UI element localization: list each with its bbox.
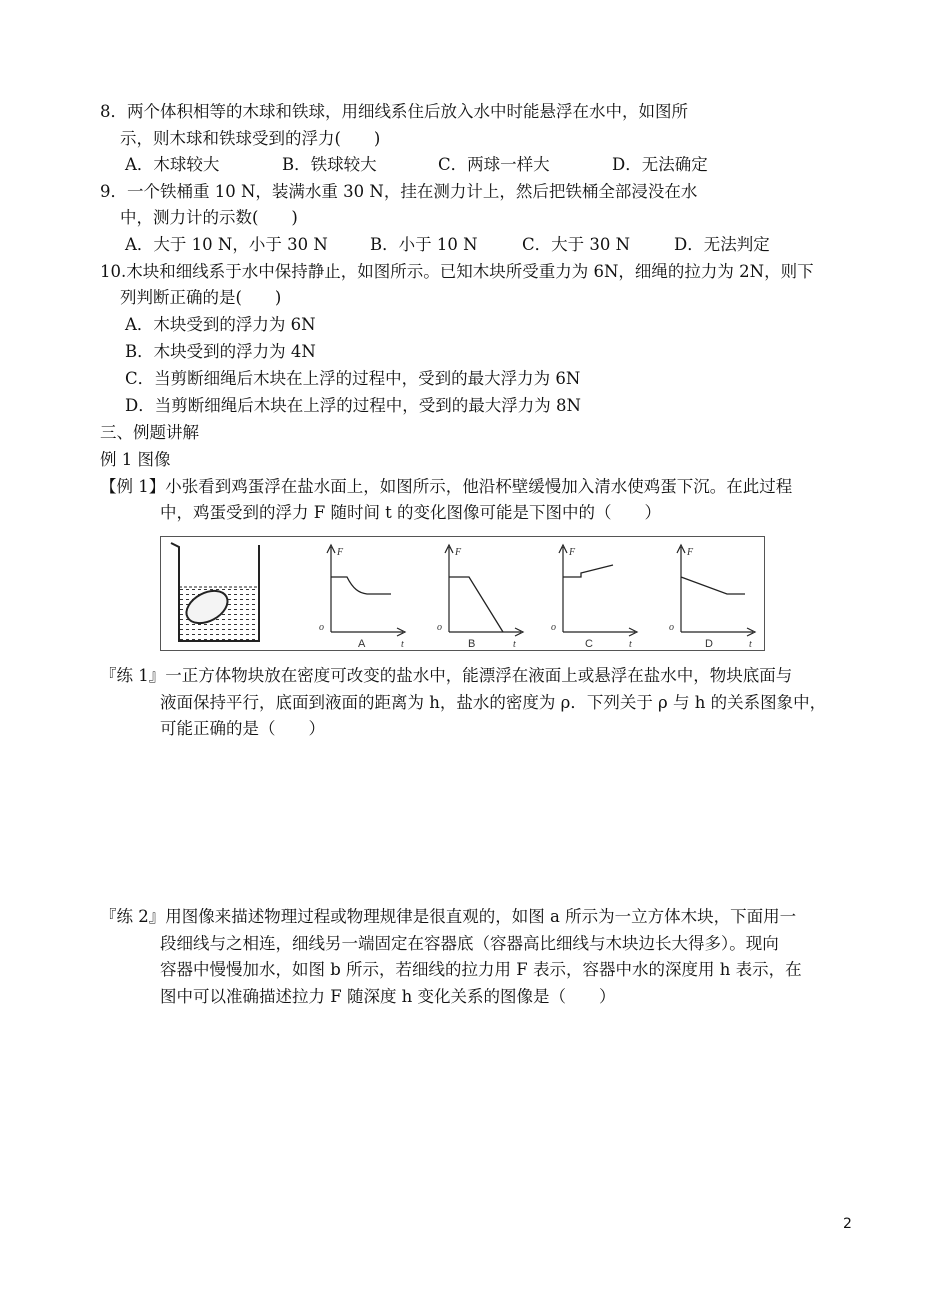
example-heading: 例 1 图像 — [100, 450, 171, 469]
graph-b-label: B — [468, 638, 476, 650]
section-title: 三、例题讲解 — [100, 423, 199, 442]
q8-stem-line2: 示，则木球和铁球受到的浮力( ) — [120, 129, 381, 148]
example1-line2: 中，鸡蛋受到的浮力 F 随时间 t 的变化图像可能是下图中的（ ） — [160, 503, 662, 522]
graph-a-label: A — [358, 638, 366, 650]
graph-d-f-label: F — [687, 547, 694, 558]
graph-d-t-label: t — [749, 639, 752, 650]
graph-a — [319, 545, 405, 650]
practice2-line4: 图中可以准确描述拉力 F 随深度 h 变化关系的图像是（ ） — [160, 987, 616, 1006]
example1-figure — [160, 536, 765, 651]
graph-b-f-label: F — [455, 547, 462, 558]
q10-stem-line1: 10.木块和细线系于水中保持静止，如图所示。已知木块所受重力为 6N，细绳的拉力为 2N，则下 — [100, 262, 814, 281]
q9-stem-line2: 中，测力计的示数( ) — [120, 208, 298, 227]
graph-a-origin: o — [319, 622, 324, 633]
q9-option-c: C．大于 30 N — [522, 235, 631, 254]
q10-option-b: B．木块受到的浮力为 4N — [125, 342, 316, 361]
q9-option-a: A．大于 10 N，小于 30 N — [125, 235, 328, 254]
practice2-line2: 段细线与之相连，细线另一端固定在容器底（容器高比细线与木块边长大得多）。现向 — [160, 934, 779, 953]
graph-d — [669, 545, 755, 650]
q10-option-a: A．木块受到的浮力为 6N — [125, 315, 316, 334]
q8-option-b: B．铁球较大 — [282, 155, 377, 174]
q8-option-c: C．两球一样大 — [438, 155, 550, 174]
graph-a-f-label: F — [337, 547, 344, 558]
graph-c-t-label: t — [629, 639, 632, 650]
graph-a-t-label: t — [401, 639, 404, 650]
example1-line1: 【例 1】小张看到鸡蛋浮在盐水面上，如图所示，他沿杯壁缓慢加入清水使鸡蛋下沉。在此过程 — [100, 477, 793, 496]
graph-c-f-label: F — [569, 547, 576, 558]
q10-option-c: C．当剪断细绳后木块在上浮的过程中，受到的最大浮力为 6N — [125, 369, 581, 388]
q10-option-d: D．当剪断细绳后木块在上浮的过程中，受到的最大浮力为 8N — [125, 396, 581, 415]
graph-c — [551, 545, 637, 650]
q10-stem-line2: 列判断正确的是( ) — [120, 288, 282, 307]
q8-option-a: A．木球较大 — [125, 155, 220, 174]
practice2-line3: 容器中慢慢加水，如图 b 所示，若细线的拉力用 F 表示，容器中水的深度用 h 表示，在 — [160, 960, 802, 979]
q9-stem-line1: 9．一个铁桶重 10 N，装满水重 30 N，挂在测力计上，然后把铁桶全部浸没在水 — [100, 182, 698, 201]
q8-stem-line1: 8．两个体积相等的木球和铁球，用细线系住后放入水中时能悬浮在水中，如图所 — [100, 102, 688, 121]
q9-option-b: B．小于 10 N — [370, 235, 478, 254]
graph-c-label: C — [585, 638, 593, 650]
q8-option-d: D．无法确定 — [612, 155, 708, 174]
graph-d-label: D — [705, 638, 713, 650]
practice1-line3: 可能正确的是（ ） — [160, 719, 325, 738]
beaker-illustration — [171, 543, 259, 642]
graph-b-origin: o — [437, 622, 442, 633]
figure-svg — [161, 537, 766, 652]
practice1-line1: 『练 1』一正方体物块放在密度可改变的盐水中，能漂浮在液面上或悬浮在盐水中，物块底面与 — [100, 666, 793, 685]
q9-option-d: D．无法判定 — [674, 235, 770, 254]
graph-d-origin: o — [669, 622, 674, 633]
practice2-line1: 『练 2』用图像来描述物理过程或物理规律是很直观的，如图 a 所示为一立方体木块，下面用一 — [100, 907, 797, 926]
graph-c-origin: o — [551, 622, 556, 633]
page-number: 2 — [843, 1216, 852, 1232]
practice1-line2: 液面保持平行，底面到液面的距离为 h，盐水的密度为 ρ．下列关于 ρ 与 h 的关系图象中， — [160, 693, 827, 712]
graph-b-t-label: t — [513, 639, 516, 650]
graph-b — [437, 545, 523, 650]
